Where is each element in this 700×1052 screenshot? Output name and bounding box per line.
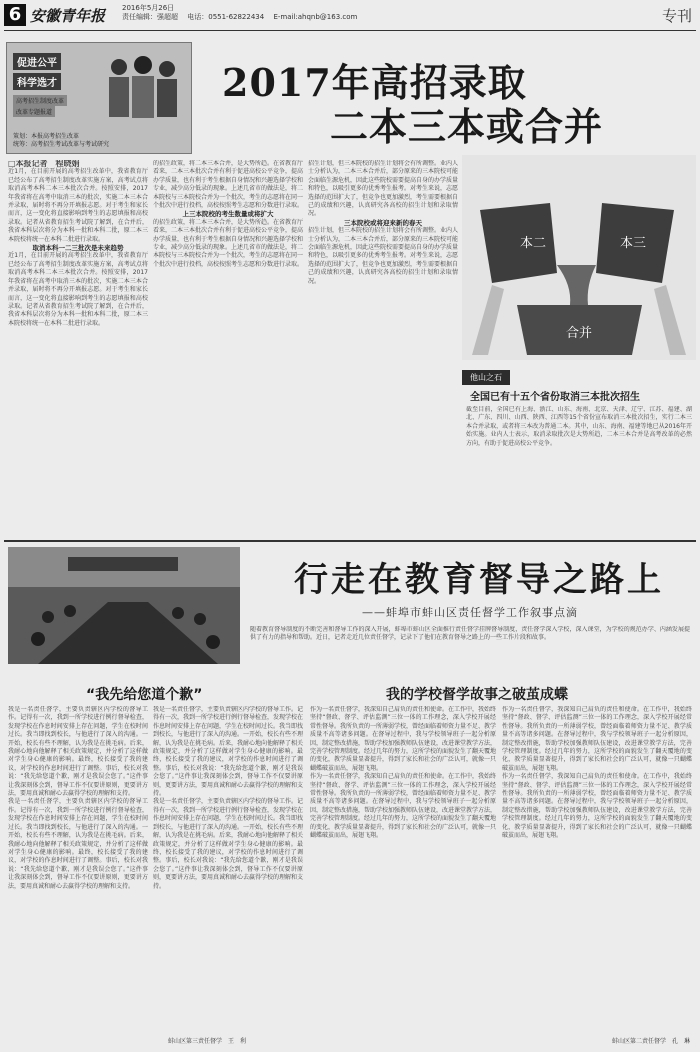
headline-line-2: 二本三本或合并	[330, 104, 604, 149]
article2-intro	[250, 626, 690, 668]
label-ben-er: 本二	[520, 236, 547, 251]
right-article-text-2: 作为一名责任督学，我深知自己肩负的责任和使命。在工作中，我始终坚持“督政、督学、评估监测”三位一体的工作理念，深入学校开展经常性督导。我所负责的一所薄弱学校，曾经面临着师资力量不足、教学质量不高等诸多问题。在督导过程中，我与学校领导班子一起分析原因，制定整改措施，帮助学校加强教师队伍建设，改进课堂教学方法，完善学校管理制度。经过几年的努力，这所学校的面貌发生了翻天覆地的变化，教学质量显著提升，得到了家长和社会的广泛认可，就像一只蝴蝶破茧而出，展翅飞翔。	[502, 706, 692, 772]
header-rule	[4, 30, 696, 31]
promo-line-1: 促进公平	[13, 53, 61, 70]
promo-footer	[13, 133, 109, 149]
label-ben-san: 本三	[620, 236, 647, 251]
email-line: E-mail:ahqnb@163.com	[273, 13, 358, 21]
left-article-column-1	[8, 706, 148, 1046]
article1-subhead-3: 三本院校或将迎来新的春天	[344, 218, 422, 227]
left-article-signature: 蚌山区第三责任督学 王 利	[168, 1038, 247, 1045]
subheadline-education-supervision: ——蚌埠市蚌山区责任督学工作叙事点滴	[362, 606, 578, 619]
promo-small-2: 改革专题报道	[13, 106, 55, 117]
phone-line: 电话：0551-62822434	[187, 13, 265, 21]
bucket-merge-illustration	[462, 155, 696, 360]
article1-col2-text: 的招生政策，将二本三本合并，是大势所趋。在省教育厅看来，二本三本批次合并有利于促进高校公平竞争，提高办学质量，也有利于考生根据自身情况和兴趣选择学校和专业，减少高分低录的现象。上述几省市的做法是，将二本院校与三本院校合并为一个批次，考生的志愿将在同一个批次中进行投档，高校按照考生志愿和分数进行录取。	[153, 160, 303, 210]
issue-date: 2016年5月26日	[122, 4, 175, 12]
headline-line-1: 2017年高招录取	[222, 60, 527, 105]
sidebar-tag: 他山之石	[462, 370, 510, 385]
promo-banner	[6, 42, 192, 154]
right-article-text-2b: 作为一名责任督学，我深知自己肩负的责任和使命。在工作中，我始终坚持“督政、督学、评估监测”三位一体的工作理念，深入学校开展经常性督导。我所负责的一所薄弱学校，曾经面临着师资力量不足、教学质量不高等诸多问题。在督导过程中，我与学校领导班子一起分析原因，制定整改措施，帮助学校加强教师队伍建设，改进课堂教学方法，完善学校管理制度。经过几年的努力，这所学校的面貌发生了翻天覆地的变化，教学质量显著提升，得到了家长和社会的广泛认可，就像一只蝴蝶破茧而出，展翅飞翔。	[502, 773, 692, 840]
header-info	[122, 4, 357, 22]
article1-col3-text: 招生计划，但三本院校的招生计划将会有所调整。业内人士分析认为，二本三本合并后，部分原来的三本院校可能会面临生源危机，因此这些院校需要提高自身的办学质量和特色，以吸引更多的优秀考生报考。对考生来说，志愿选择的范围扩大了，但竞争也更加激烈，考生需要根据自己的成绩和兴趣，认真研究各高校的招生计划和录取情况。	[308, 160, 458, 218]
sidebar-body-text: 截至目前，全国已有上海、浙江、山东、海南、北京、天津、辽宁、江苏、福建、湖北、广东、四川、山西、陕西、江西等15个省份宣布取消三本批次招生，实行二本三本合并录取，或者将三本改为普通二本。其中，山东、海南、福建等地已从2016年开始实施。业内人士表示，取消录取批次是大势所趋，二本三本合并是高考改革的必然方向，有助于促进高校公平竞争。	[466, 406, 692, 447]
editor-line: 责任编辑：强超超	[122, 13, 178, 21]
article1-column-3	[308, 160, 458, 538]
label-merge: 合并	[566, 326, 593, 341]
sidebar-body	[466, 406, 692, 534]
section-label: 专刊	[661, 7, 692, 25]
left-article-text-2: 我是一名责任督学，主要负责辖区内学校的督导工作。记得有一次，我到一所学校进行例行督导检查，发现学校在作息时间安排上存在问题，学生在校时间过长。我当即找到校长，与他进行了深入的沟通。一开始，校长有些不理解，认为我是在挑毛病。后来，我耐心地向他解释了相关政策规定，并分析了这样做对学生身心健康的影响。最终，校长接受了我的建议，对学校的作息时间进行了调整。事后，校长对我说：“我先给您道个歉，刚才是我误会您了。”这件事让我深刻体会到，督导工作不仅要讲原则，更要讲方法，要用真诚和耐心去赢得学校的理解和支持。	[153, 706, 303, 798]
promo-foot-2: 统筹：高考招生考试改革与考试研究	[13, 141, 110, 148]
article1-subhead-2: 上三本院校的考生数量或将扩大	[182, 210, 274, 219]
promo-foot-1: 策划：本报高考招生改革	[13, 133, 80, 140]
article1-column-2	[153, 160, 303, 538]
right-article-column-1	[310, 706, 496, 1046]
left-article-text-1: 我是一名责任督学，主要负责辖区内学校的督导工作。记得有一次，我到一所学校进行例行督导检查，发现学校在作息时间安排上存在问题，学生在校时间过长。我当即找到校长，与他进行了深入的沟通。一开始，校长有些不理解，认为我是在挑毛病。后来，我耐心地向他解释了相关政策规定，并分析了这样做对学生身心健康的影响。最终，校长接受了我的建议，对学校的作息时间进行了调整。事后，校长对我说：“我先给您道个歉，刚才是我误会您了。”这件事让我深刻体会到，督导工作不仅要讲原则，更要讲方法，要用真诚和耐心去赢得学校的理解和支持。	[8, 706, 148, 798]
article1-col1-text-b: 近1月，在目前开展的高考招生改革中，我省教育厅已经公布了高考招生制度改革实施方案，高考试点将取消高考本科二本三本批次合并。按照安排，2017年我省将在高考中取消三本的批次，实施二本三本合并录取，届时将不再分开填报志愿。对于考生和家长而言，这一变化将直接影响到考生的志愿填报和高校录取。记者从省教育招生考试院了解到，在合并后，我省本科层次将分为本科一批和本科二批，原二本三本院校将统一在本科二批进行录取。	[8, 252, 148, 327]
left-article-column-2	[153, 706, 303, 1046]
newspaper-name: 安徽青年报	[30, 7, 106, 25]
headline-education-supervision: 行走在教育督导之路上	[294, 560, 664, 600]
right-article-title: 我的学校督学故事之破茧成蝶	[386, 687, 568, 703]
article1-col3-text-b: 招生计划，但三本院校的招生计划将会有所调整。业内人士分析认为，二本三本合并后，部分原来的三本院校可能会面临生源危机，因此这些院校需要提高自身的办学质量和特色，以吸引更多的优秀考生报考。对考生来说，志愿选择的范围扩大了，但竞争也更加激烈，考生需要根据自己的成绩和兴趣，认真研究各高校的招生计划和录取情况。	[308, 227, 458, 285]
byline: □本报记者 程晓娟	[8, 160, 80, 168]
article2-intro-text: 随着教育督导制度的不断完善和督导工作的深入开展，蚌埠市蚌山区全面推行责任督学挂牌督导制度，责任督学深入学校，深入课堂，为学校的规范办学、内涵发展提供了有力的指导和帮助。近日，记者走近几位责任督学，记录下了他们在教育督导之路上的一些工作片段和故事。	[250, 626, 690, 642]
right-article-column-2	[502, 706, 692, 1034]
meeting-photo	[8, 547, 240, 664]
right-article-signature: 蚌山区第二责任督学 孔 琳	[612, 1038, 691, 1045]
right-article-text-1b: 作为一名责任督学，我深知自己肩负的责任和使命。在工作中，我始终坚持“督政、督学、评估监测”三位一体的工作理念，深入学校开展经常性督导。我所负责的一所薄弱学校，曾经面临着师资力量不足、教学质量不高等诸多问题。在督导过程中，我与学校领导班子一起分析原因，制定整改措施，帮助学校加强教师队伍建设，改进课堂教学方法，完善学校管理制度。经过几年的努力，这所学校的面貌发生了翻天覆地的变化，教学质量显著提升，得到了家长和社会的广泛认可，就像一只蝴蝶破茧而出，展翅飞翔。	[310, 773, 496, 840]
section-divider	[4, 540, 696, 542]
promo-line-2: 科学选才	[13, 73, 61, 90]
article1-subhead-1: 取消本科一二三批次是未来趋势	[32, 244, 124, 253]
left-article-text-1b: 我是一名责任督学，主要负责辖区内学校的督导工作。记得有一次，我到一所学校进行例行督导检查，发现学校在作息时间安排上存在问题，学生在校时间过长。我当即找到校长，与他进行了深入的沟通。一开始，校长有些不理解，认为我是在挑毛病。后来，我耐心地向他解释了相关政策规定，并分析了这样做对学生身心健康的影响。最终，校长接受了我的建议，对学校的作息时间进行了调整。事后，校长对我说：“我先给您道个歉，刚才是我误会您了。”这件事让我深刻体会到，督导工作不仅要讲原则，更要讲方法，要用真诚和耐心去赢得学校的理解和支持。	[8, 798, 148, 890]
right-article-text-1: 作为一名责任督学，我深知自己肩负的责任和使命。在工作中，我始终坚持“督政、督学、评估监测”三位一体的工作理念，深入学校开展经常性督导。我所负责的一所薄弱学校，曾经面临着师资力量不足、教学质量不高等诸多问题。在督导过程中，我与学校领导班子一起分析原因，制定整改措施，帮助学校加强教师队伍建设，改进课堂教学方法，完善学校管理制度。经过几年的努力，这所学校的面貌发生了翻天覆地的变化，教学质量显著提升，得到了家长和社会的广泛认可，就像一只蝴蝶破茧而出，展翅飞翔。	[310, 706, 496, 772]
article1-column-1	[8, 160, 148, 538]
sidebar-title: 全国已有十五个省份取消三本批次招生	[470, 392, 640, 403]
article1-col2-text-b: 的招生政策，将二本三本合并，是大势所趋。在省教育厅看来，二本三本批次合并有利于促进高校公平竞争，提高办学质量，也有利于考生根据自身情况和兴趣选择学校和专业，减少高分低录的现象。上述几省市的做法是，将二本院校与三本院校合并为一个批次，考生的志愿将在同一个批次中进行投档，高校按照考生志愿和分数进行录取。	[153, 218, 303, 268]
left-article-text-2b: 我是一名责任督学，主要负责辖区内学校的督导工作。记得有一次，我到一所学校进行例行督导检查，发现学校在作息时间安排上存在问题，学生在校时间过长。我当即找到校长，与他进行了深入的沟通。一开始，校长有些不理解，认为我是在挑毛病。后来，我耐心地向他解释了相关政策规定，并分析了这样做对学生身心健康的影响。最终，校长接受了我的建议，对学校的作息时间进行了调整。事后，校长对我说：“我先给您道个歉，刚才是我误会您了。”这件事让我深刻体会到，督导工作不仅要讲原则，更要讲方法，要用真诚和耐心去赢得学校的理解和支持。	[153, 798, 303, 890]
page-number: 6	[4, 4, 26, 26]
left-article-title: “我先给您道个歉”	[86, 687, 203, 703]
article1-col1-text: 近1月，在目前开展的高考招生改革中，我省教育厅已经公布了高考招生制度改革实施方案，高考试点将取消高考本科二本三本批次合并。按照安排，2017年我省将在高考中取消三本的批次，实施二本三本合并录取，届时将不再分开填报志愿。对于考生和家长而言，这一变化将直接影响到考生的志愿填报和高校录取。记者从省教育招生考试院了解到，在合并后，我省本科层次将分为本科一批和本科二批，原二本三本院校将统一在本科二批进行录取。	[8, 168, 148, 243]
promo-small-1: 高考招生制度改革	[13, 95, 67, 106]
students-illustration	[99, 51, 185, 121]
